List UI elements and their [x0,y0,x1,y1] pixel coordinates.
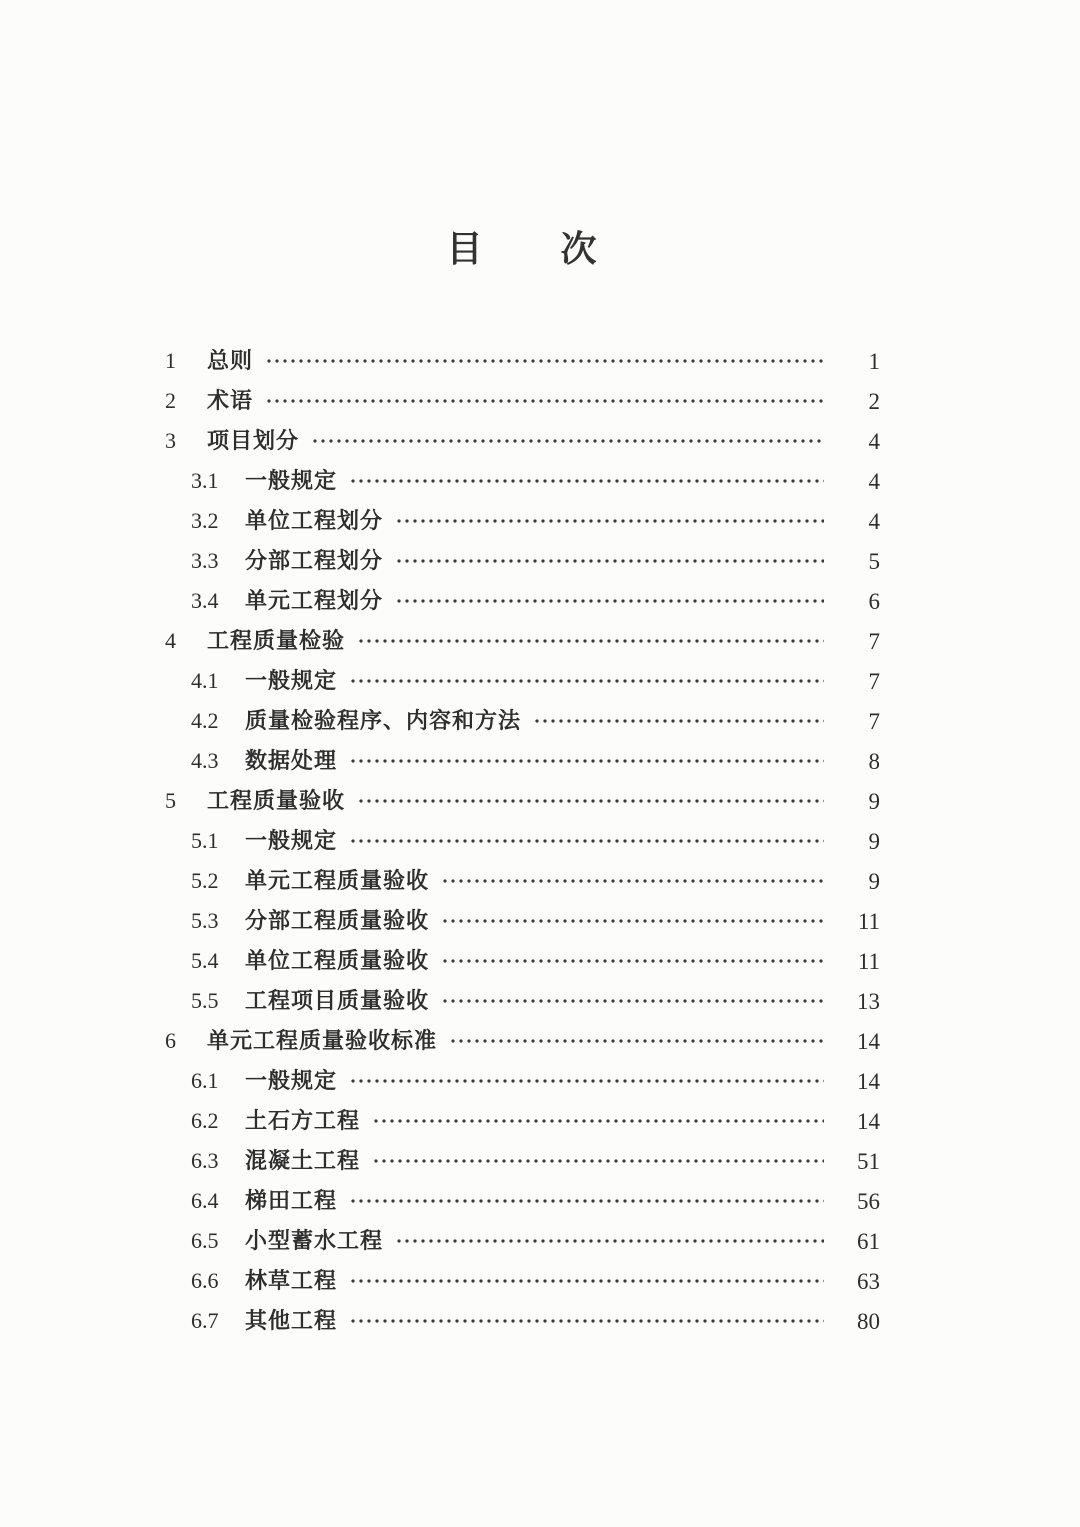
entry-title: 单元工程质量验收 [245,868,430,894]
entry-title: 单元工程划分 [245,588,384,614]
entry-title: 小型蓄水工程 [245,1228,384,1254]
entry-title: 其他工程 [245,1308,338,1334]
entry-page: 9 [868,828,880,854]
entry-number: 3.2 [191,508,219,534]
entry-page: 9 [868,868,880,894]
entry-title: 单位工程质量验收 [245,948,430,974]
entry-page: 1 [868,348,880,374]
entry-title: 单位工程划分 [245,508,384,534]
entry-page: 7 [868,628,880,654]
toc-entry [165,1061,880,1101]
entry-page: 11 [857,908,880,934]
toc-entry [165,901,880,941]
entry-page: 9 [868,788,880,814]
entry-page: 63 [857,1268,880,1294]
entry-title: 质量检验程序、内容和方法 [245,708,522,734]
entry-title: 分部工程质量验收 [245,908,430,934]
entry-number: 3 [165,428,176,454]
toc-entry [165,1021,880,1061]
entry-page: 2 [868,388,880,414]
entry-number: 3.1 [191,468,219,494]
dot-leader [533,701,824,741]
entry-number: 6.6 [191,1268,219,1294]
entry-page: 56 [857,1188,880,1214]
toc-entry [165,1301,880,1341]
entry-title: 一般规定 [245,468,338,494]
toc-list [165,341,880,1341]
entry-number: 3.3 [191,548,219,574]
toc-entry [165,741,880,781]
toc-entry [165,941,880,981]
toc-entry [165,621,880,661]
dot-leader [349,741,824,781]
entry-title: 一般规定 [245,1068,338,1094]
entry-page: 4 [868,468,880,494]
entry-number: 6.1 [191,1068,219,1094]
dot-leader [265,341,824,381]
toc-entry [165,661,880,701]
entry-number: 5.5 [191,988,219,1014]
entry-number: 6.2 [191,1108,219,1134]
entry-page: 8 [868,748,880,774]
entry-title: 梯田工程 [245,1188,338,1214]
toc-entry [165,861,880,901]
dot-leader [349,821,824,861]
toc-entry [165,541,880,581]
dot-leader [349,1181,824,1221]
dot-leader [372,1101,824,1141]
entry-page: 7 [868,668,880,694]
toc-entry [165,341,880,381]
entry-page: 5 [868,548,880,574]
page-title: 目 次 [446,229,599,269]
entry-number: 6.4 [191,1188,219,1214]
entry-page: 4 [868,428,880,454]
entry-page: 14 [857,1028,880,1054]
entry-title: 混凝土工程 [245,1148,361,1174]
entry-page: 80 [857,1308,880,1334]
entry-title: 工程质量检验 [207,628,346,654]
entry-page: 11 [857,948,880,974]
entry-page: 6 [868,588,880,614]
entry-title: 总则 [207,348,254,374]
toc-entry [165,1101,880,1141]
entry-title: 工程质量验收 [207,788,346,814]
entry-number: 5.2 [191,868,219,894]
toc-entry [165,381,880,421]
toc-entry [165,501,880,541]
entry-number: 5 [165,788,176,814]
entry-title: 数据处理 [245,748,338,774]
toc-entry [165,1221,880,1261]
entry-number: 6.5 [191,1228,219,1254]
dot-leader [395,1221,824,1261]
entry-title: 一般规定 [245,828,338,854]
entry-page: 14 [857,1068,880,1094]
toc-entry [165,581,880,621]
dot-leader [349,661,824,701]
dot-leader [349,1301,824,1341]
entry-number: 6.3 [191,1148,219,1174]
entry-number: 4.2 [191,708,219,734]
dot-leader [357,621,824,661]
dot-leader [441,861,824,901]
toc-entry [165,1261,880,1301]
entry-title: 单元工程质量验收标准 [207,1028,438,1054]
entry-title: 项目划分 [207,428,300,454]
dot-leader [395,501,824,541]
entry-number: 6.7 [191,1308,219,1334]
dot-leader [441,981,824,1021]
dot-leader [449,1021,824,1061]
dot-leader [265,381,824,421]
entry-title: 一般规定 [245,668,338,694]
dot-leader [349,1061,824,1101]
entry-title: 术语 [207,388,254,414]
entry-page: 4 [868,508,880,534]
dot-leader [372,1141,824,1181]
entry-title: 工程项目质量验收 [245,988,430,1014]
dot-leader [311,421,824,461]
entry-number: 5.1 [191,828,219,854]
entry-number: 6 [165,1028,176,1054]
dot-leader [395,581,824,621]
dot-leader [395,541,824,581]
dot-leader [357,781,824,821]
entry-title: 林草工程 [245,1268,338,1294]
toc-entry [165,1181,880,1221]
entry-page: 61 [857,1228,880,1254]
entry-number: 4 [165,628,176,654]
entry-number: 1 [165,348,176,374]
entry-page: 51 [857,1148,880,1174]
dot-leader [349,1261,824,1301]
entry-number: 3.4 [191,588,219,614]
toc-entry [165,821,880,861]
toc-entry [165,701,880,741]
dot-leader [349,461,824,501]
entry-page: 7 [868,708,880,734]
entry-title: 土石方工程 [245,1108,361,1134]
entry-number: 4.3 [191,748,219,774]
entry-number: 5.3 [191,908,219,934]
toc-entry [165,981,880,1021]
entry-number: 5.4 [191,948,219,974]
entry-title: 分部工程划分 [245,548,384,574]
dot-leader [441,941,824,981]
entry-page: 13 [857,988,880,1014]
entry-number: 2 [165,388,176,414]
dot-leader [441,901,824,941]
toc-entry [165,461,880,501]
entry-page: 14 [857,1108,880,1134]
toc-entry [165,421,880,461]
toc-entry [165,1141,880,1181]
entry-number: 4.1 [191,668,219,694]
toc-entry [165,781,880,821]
